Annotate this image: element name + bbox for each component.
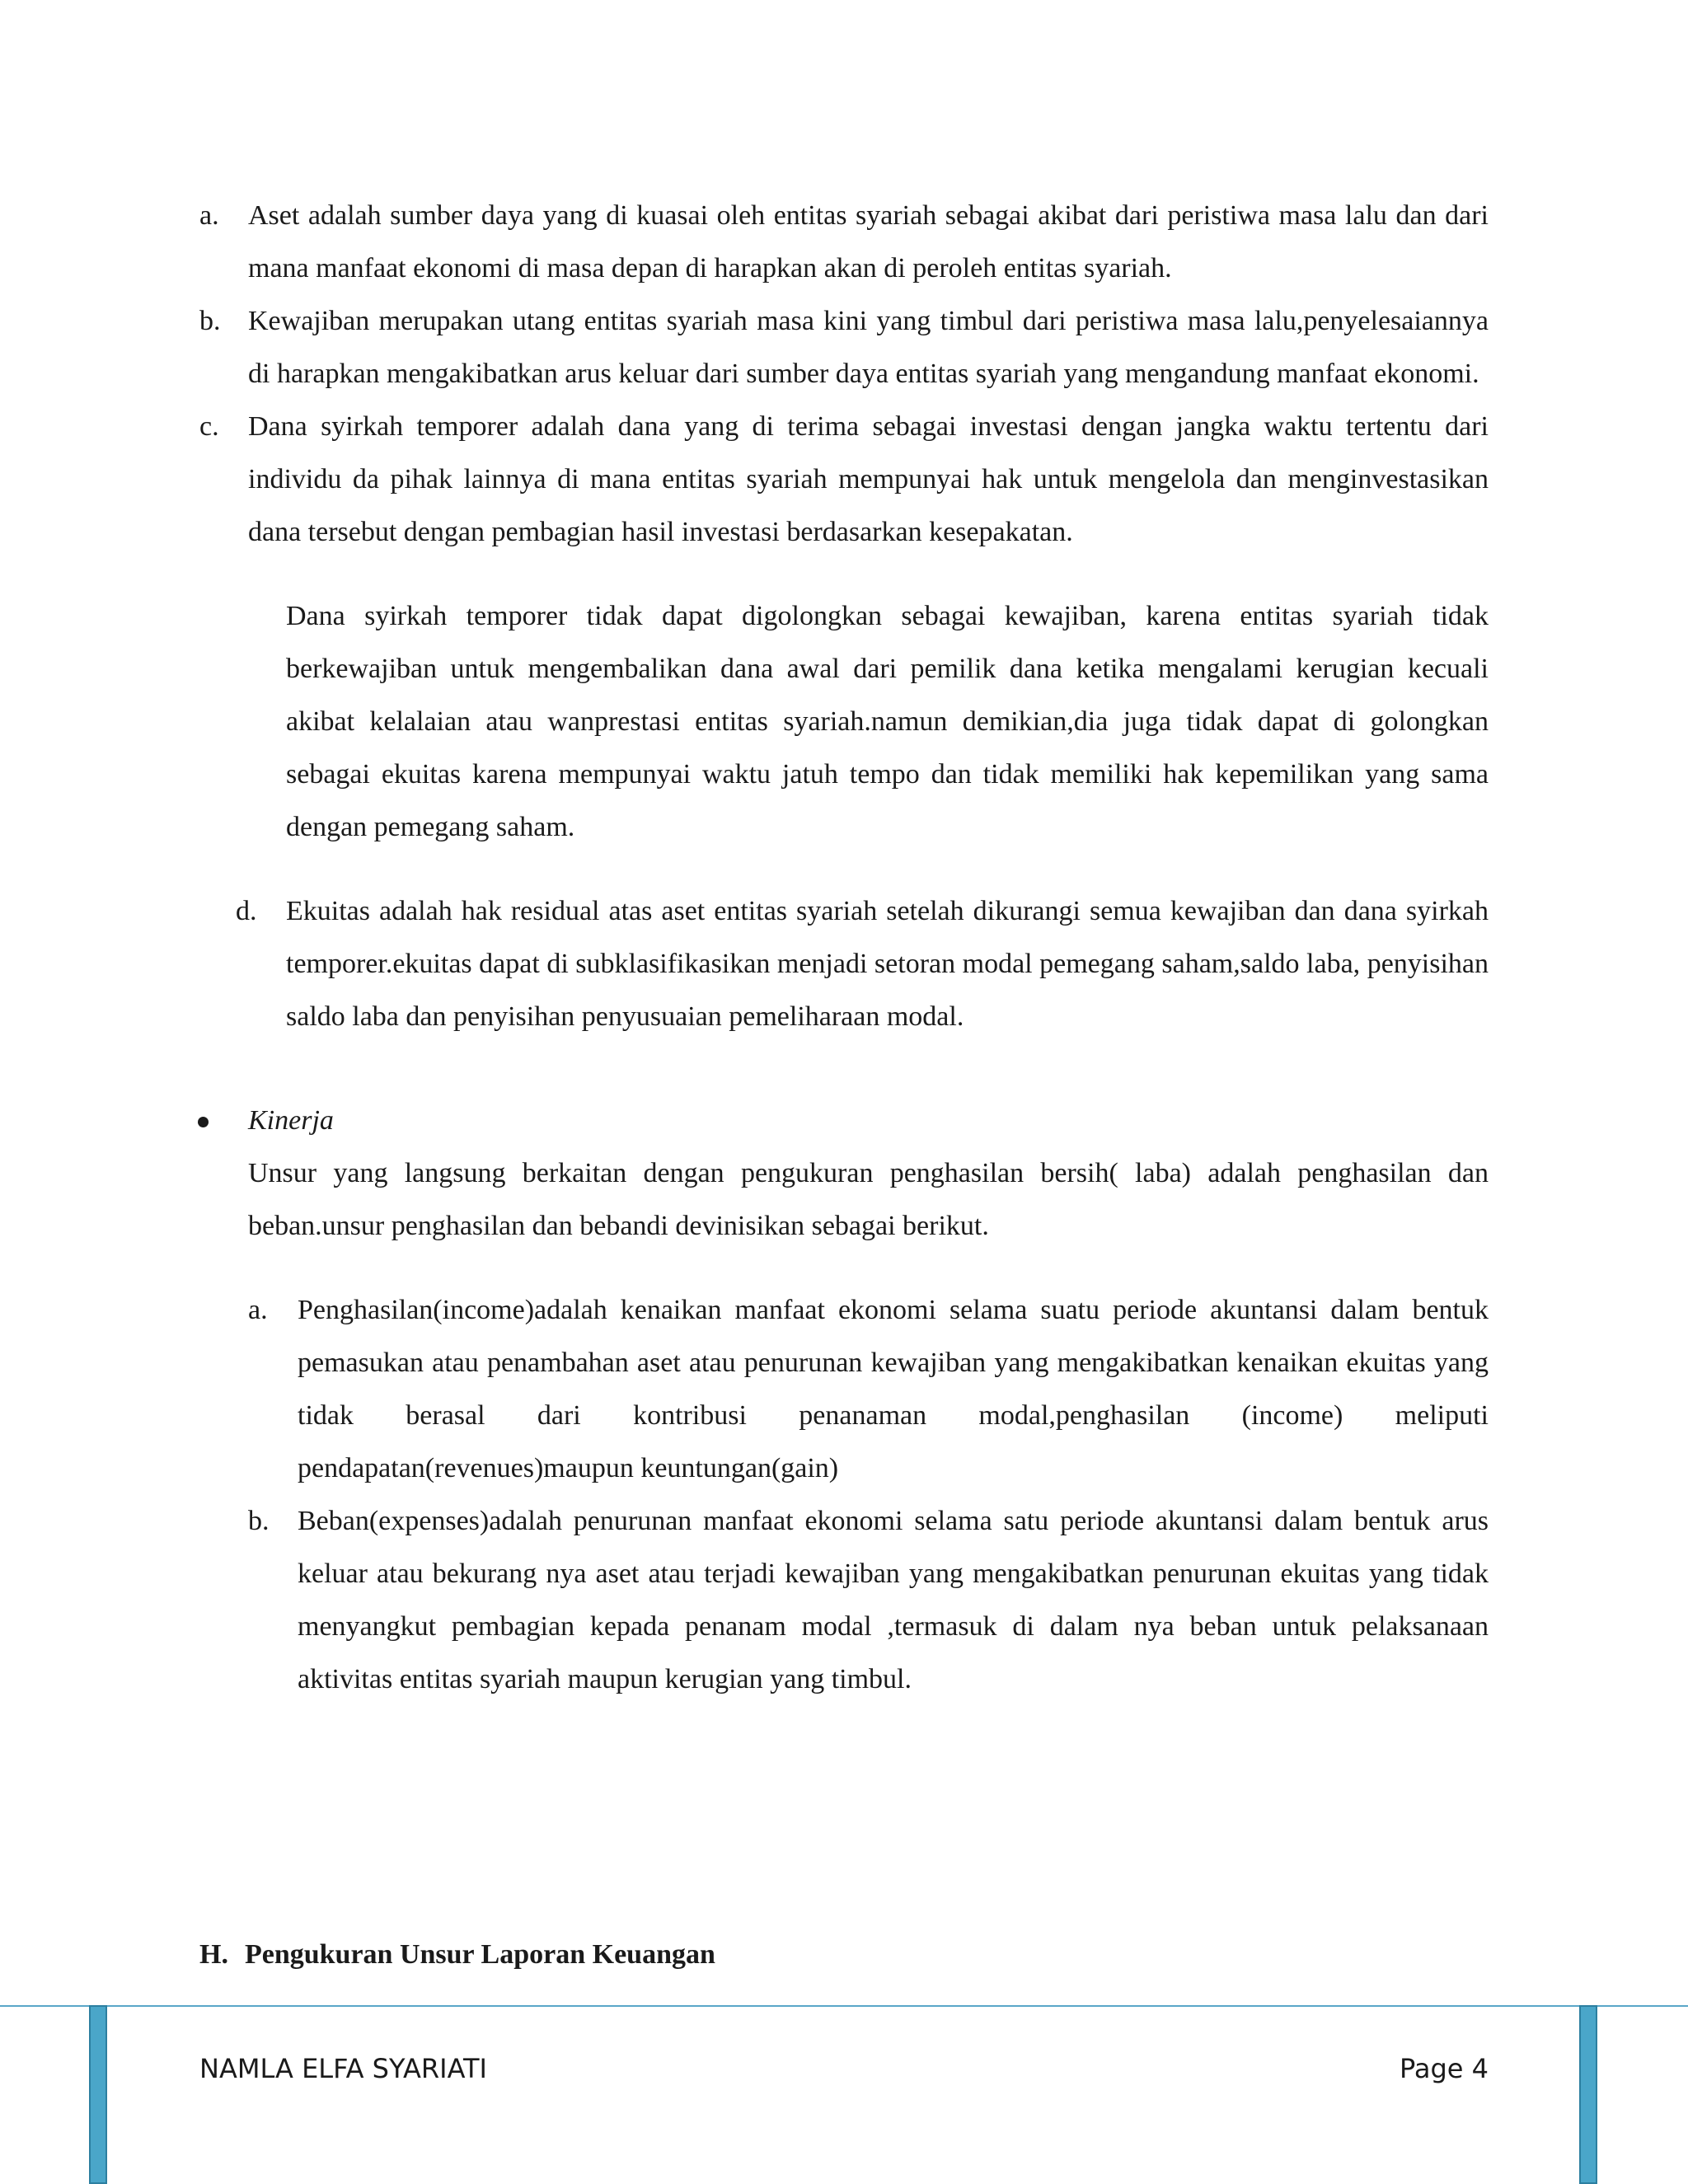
list-marker: d.: [236, 896, 257, 926]
list-item-text: Ekuitas adalah hak residual atas aset entitas syariah setelah dikurangi semua kewajiban dan dana syirkah temporer.ekuitas dapat di subklasifikasikan menjadi setoran modal pemegang saham,saldo laba, penyisihan saldo laba dan penyisihan penyusuaian pemeliharaan modal.: [286, 896, 1489, 1032]
kinerja-section: [0, 1094, 1688, 1253]
elements-list: [0, 190, 1688, 559]
kinerja-intro: Unsur yang langsung berkaitan dengan pengukuran penghasilan bersih( laba) adalah penghasilan dan beban.unsur penghasilan dan bebandi devinisikan sebagai berikut.: [248, 1158, 1489, 1241]
list-marker: a.: [248, 1295, 268, 1325]
list-marker: c.: [199, 411, 219, 442]
list-item-text: Penghasilan(income)adalah kenaikan manfaat ekonomi selama suatu periode akuntansi dalam bentuk pemasukan atau penambahan aset atau penurunan kewajiban yang mengakibatkan kenaikan ekuitas yang tidak berasal dari kontribusi penanaman modal,penghasilan (income) meliputi pendapatan(revenues)maupun keuntungan(gain): [298, 1295, 1489, 1483]
footer-right-bar: [1579, 2005, 1597, 2184]
bullet-icon: [198, 1117, 209, 1127]
footer-author: NAMLA ELFA SYARIATI: [199, 2053, 487, 2084]
kinerja-heading: Kinerja: [248, 1105, 334, 1136]
list-item-ekuitas: [0, 885, 1688, 1043]
list-item-penghasilan: [0, 1284, 1688, 1495]
list-marker: b.: [248, 1506, 270, 1536]
list-item-dana-syirkah: [0, 401, 1688, 559]
list-item-text: Dana syirkah temporer adalah dana yang di terima sebagai investasi dengan jangka waktu tertentu dari individu da pihak lainnya di mana entitas syariah mempunyai hak untuk mengelola dan menginvestasikan dana tersebut dengan pembagian hasil investasi berdasarkan kesepakatan.: [248, 411, 1489, 547]
footer-page-number: Page 4: [1400, 2053, 1489, 2084]
footer-divider: [0, 2005, 1688, 2007]
elements-list-continued: [0, 885, 1688, 1043]
list-item-kewajiban: [0, 295, 1688, 401]
section-letter: H.: [199, 1939, 228, 1970]
kinerja-list: [0, 1284, 1688, 1706]
document-body: [0, 190, 1688, 1706]
list-item-text: Beban(expenses)adalah penurunan manfaat ekonomi selama satu periode akuntansi dalam bentuk arus keluar atau bekurang nya aset atau terjadi kewajiban yang mengakibatkan penurunan ekuitas yang tidak menyangkut pembagian kepada penanam modal ,termasuk di dalam nya beban untuk pelaksanaan aktivitas entitas syariah maupun kerugian yang timbul.: [298, 1506, 1489, 1694]
list-item-text: Kewajiban merupakan utang entitas syariah masa kini yang timbul dari peristiwa masa lalu,penyelesaiannya di harapkan mengakibatkan arus keluar dari sumber daya entitas syariah yang mengandung manfaat ekonomi.: [248, 306, 1489, 389]
list-marker: a.: [199, 200, 219, 231]
list-item-aset: [0, 190, 1688, 295]
list-item-beban: [0, 1495, 1688, 1706]
section-heading: [199, 1929, 715, 1981]
footer-left-bar: [89, 2005, 107, 2184]
note-paragraph: Dana syirkah temporer tidak dapat digolongkan sebagai kewajiban, karena entitas syariah tidak berkewajiban untuk mengembalikan dana awal dari pemilik dana ketika mengalami kerugian kecuali akibat kelalaian atau wanprestasi entitas syariah.namun demikian,dia juga tidak dapat di golongkan sebagai ekuitas karena mempunyai waktu jatuh tempo dan tidak memiliki hak kepemilikan yang sama dengan pemegang saham.: [286, 601, 1489, 842]
section-title: Pengukuran Unsur Laporan Keuangan: [244, 1939, 715, 1970]
list-marker: b.: [199, 306, 221, 336]
list-item-text: Aset adalah sumber daya yang di kuasai oleh entitas syariah sebagai akibat dari peristiwa masa lalu dan dari mana manfaat ekonomi di masa depan di harapkan akan di peroleh entitas syariah.: [248, 200, 1489, 284]
